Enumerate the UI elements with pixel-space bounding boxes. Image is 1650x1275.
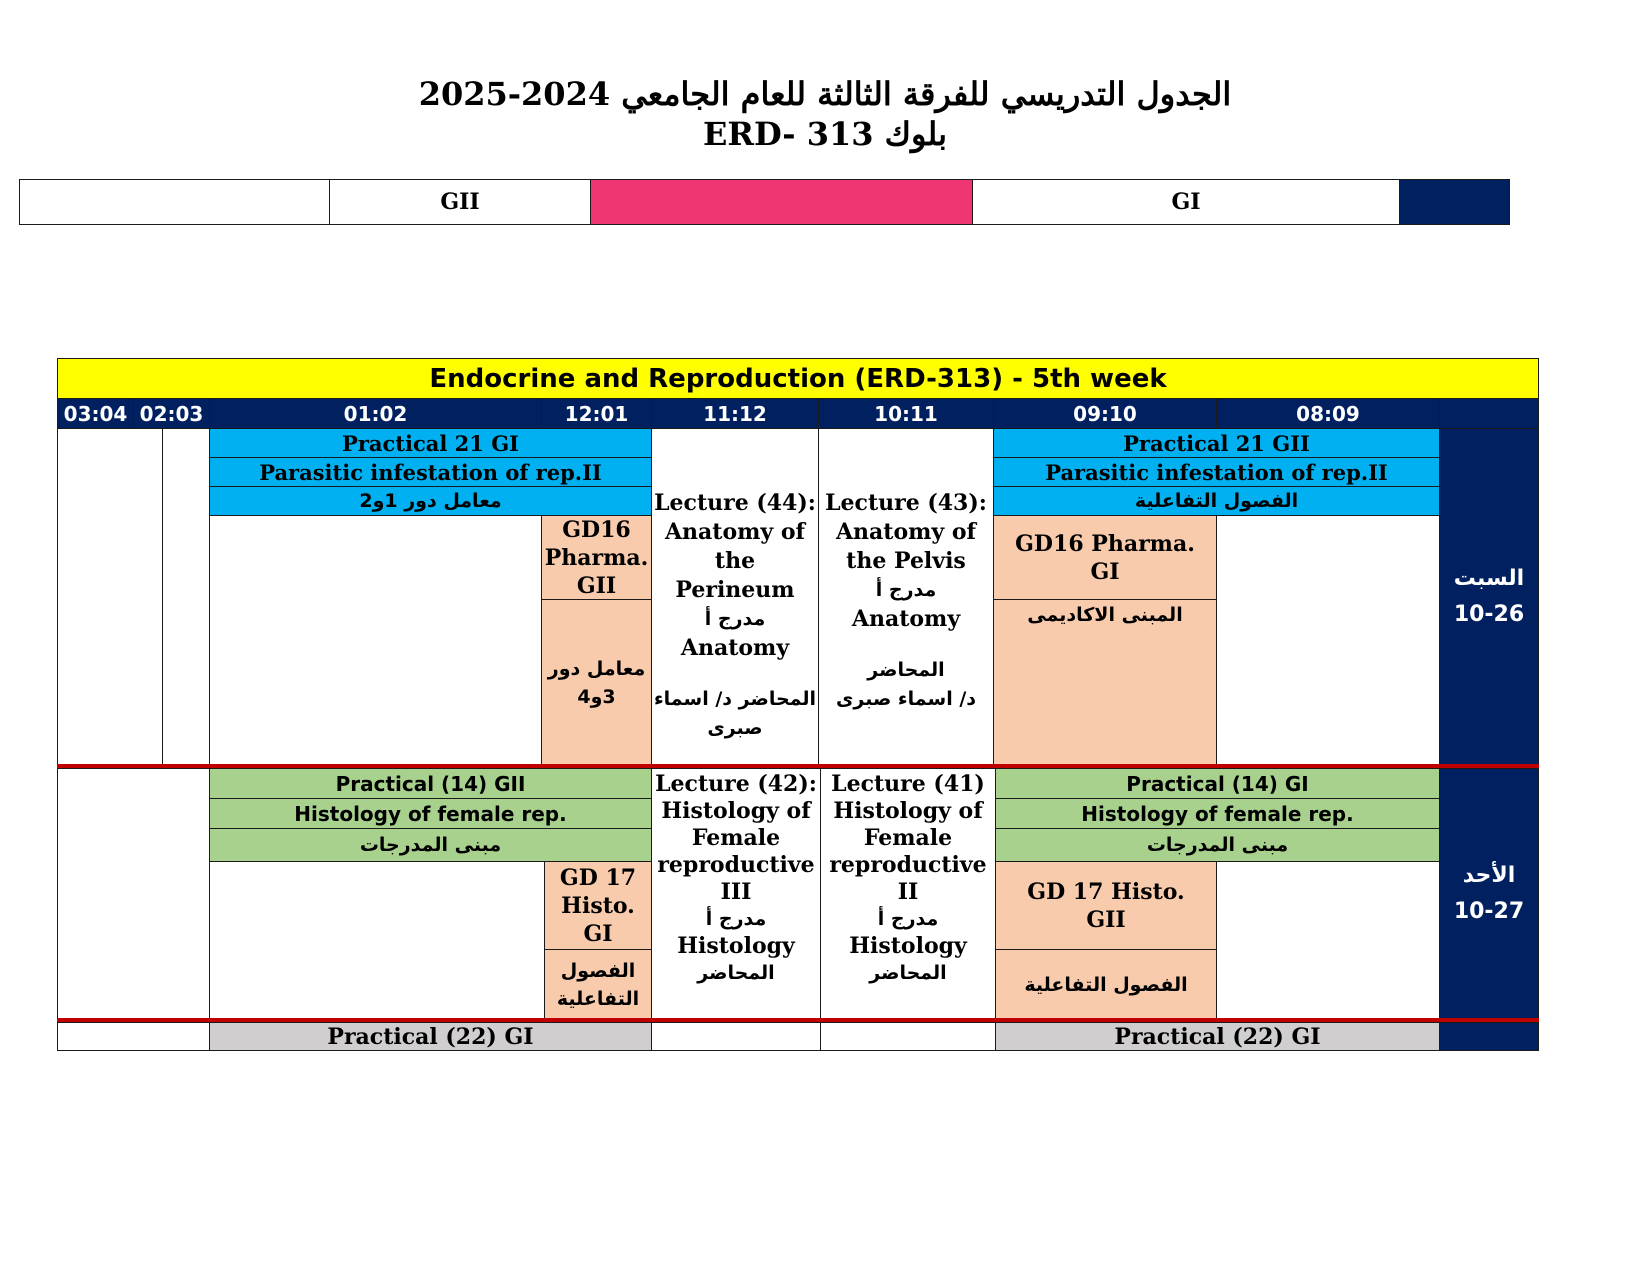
legend-pink-swatch (590, 179, 973, 225)
group-discussion-title (995, 861, 1217, 950)
practical-title: Practical (22) GI (995, 1022, 1440, 1051)
empty-cell (57, 428, 163, 766)
day-name: الأحد (1462, 863, 1516, 888)
page-subtitle: بلوك ERD- 313 (702, 115, 948, 153)
page-title: الجدول التدريسي للفرقة الثالثة للعام الجامعي 2024-2025 (418, 75, 1232, 113)
gd-title-line: GD 17 (559, 864, 637, 891)
practical-place: مبنى المدرجات (209, 828, 652, 862)
time-slot-header: 01:02 (209, 398, 542, 429)
empty-cell (1216, 861, 1440, 1020)
gd-title-line: GII (1086, 906, 1126, 933)
day-label (1439, 1022, 1539, 1051)
day-date: 10-26 (1453, 602, 1525, 627)
lecture-lecturer: المحاضر (869, 962, 947, 984)
gd-place-line: 3و4 (577, 685, 616, 708)
lecture-topic: the Perineum (675, 548, 795, 603)
lecture-department: Histology (677, 933, 795, 959)
group-discussion-place: المبنى الاكاديمى (993, 599, 1217, 766)
empty-cell (651, 1022, 821, 1051)
practical-place: معامل دور 1و2 (209, 486, 652, 516)
time-slot-header: 02:03 (133, 398, 210, 429)
schedule-title: Endocrine and Reproduction (ERD-313) - 5th week (57, 358, 1539, 399)
time-slot-header: 09:10 (993, 398, 1217, 429)
day-label (1439, 428, 1539, 766)
lecture-topic: III (720, 879, 752, 905)
lecture-title: Lecture (44): (654, 490, 816, 516)
practical-title: Practical (22) GI (209, 1022, 652, 1051)
lecture-topic: Female (863, 825, 953, 851)
practical-topic: Parasitic infestation of rep.II (993, 457, 1440, 487)
lecture-hall: مدرج أ (705, 908, 767, 930)
lecture-topic: II (897, 879, 919, 905)
lecture-cell (818, 428, 994, 766)
lecture-topic: Histology of (661, 798, 811, 824)
time-slot-header: 10:11 (818, 398, 994, 429)
practical-title: Practical 21 GII (993, 428, 1440, 458)
lecture-hall: مدرج أ (877, 908, 939, 930)
legend-gi-label: GI (972, 179, 1400, 225)
time-slot-header: 08:09 (1216, 398, 1440, 429)
lecture-hall: مدرج أ (704, 608, 766, 630)
empty-cell (209, 861, 545, 1020)
empty-cell (162, 428, 210, 766)
group-discussion-place: الفصول التفاعلية (995, 949, 1217, 1020)
practical-place: مبنى المدرجات (995, 828, 1440, 862)
practical-title: Practical 21 GI (209, 428, 652, 458)
gd-place-line: التفاعلية (556, 987, 640, 1010)
lecture-title: Lecture (43): (825, 490, 987, 516)
practical-topic: Parasitic infestation of rep.II (209, 457, 652, 487)
empty-cell (57, 1022, 210, 1051)
empty-cell (1216, 515, 1440, 766)
time-slot-header: 11:12 (651, 398, 819, 429)
gd-place-line: الفصول (560, 959, 636, 982)
empty-cell (57, 768, 210, 1020)
lecture-cell (651, 768, 821, 1020)
lecture-topic: the Pelvis (846, 548, 966, 574)
lecture-department: Anatomy (680, 635, 790, 661)
group-discussion-title (541, 515, 652, 600)
group-discussion-place (541, 599, 652, 766)
lecture-hall: مدرج أ (875, 579, 937, 601)
lecture-lecturer: د/ اسماء صبرى (835, 688, 977, 710)
day-column-header (1439, 398, 1539, 429)
legend-navy-swatch (1399, 179, 1510, 225)
practical-topic: Histology of female rep. (209, 798, 652, 829)
gd-place-line: معامل دور (547, 657, 646, 680)
gd-title-line: GI (1090, 558, 1120, 585)
lecture-topic: Female (691, 825, 781, 851)
time-slot-header: 12:01 (541, 398, 652, 429)
legend-blank-cell (19, 179, 330, 225)
lecture-lecturer: المحاضر (867, 659, 945, 681)
lecture-cell (651, 428, 819, 766)
practical-title: Practical (14) GI (995, 768, 1440, 799)
legend-gii-label: GII (329, 179, 591, 225)
empty-cell (820, 1022, 996, 1051)
gd-title-line: GD16 Pharma. (1015, 530, 1195, 557)
lecture-title: Lecture (42): (655, 771, 817, 797)
group-discussion-place (544, 949, 652, 1020)
lecture-department: Anatomy (851, 606, 961, 632)
lecture-department: Histology (849, 933, 967, 959)
day-name: السبت (1453, 566, 1525, 591)
lecture-topic: Histology of (833, 798, 983, 824)
gd-title-line: GD16 (562, 516, 631, 543)
practical-topic: Histology of female rep. (995, 798, 1440, 829)
practical-place: الفصول التفاعلية (993, 486, 1440, 516)
lecture-lecturer: المحاضر د/ اسماء (653, 688, 817, 710)
lecture-cell (820, 768, 996, 1020)
lecture-topic: reproductive (657, 852, 815, 878)
group-discussion-title (544, 861, 652, 950)
practical-title: Practical (14) GII (209, 768, 652, 799)
lecture-topic: Anatomy of (664, 519, 805, 545)
day-label (1439, 768, 1539, 1020)
lecture-title: Lecture (41) (831, 771, 985, 797)
empty-cell (209, 515, 542, 766)
day-date: 10-27 (1453, 899, 1525, 924)
gd-title-line: GI (583, 920, 613, 947)
lecture-lecturer: صبرى (707, 717, 763, 739)
lecture-lecturer: المحاضر (697, 962, 775, 984)
group-discussion-title (993, 515, 1217, 600)
gd-title-line: Histo. (561, 892, 635, 919)
gd-title-line: Pharma. (544, 544, 649, 571)
gd-title-line: GII (576, 572, 617, 599)
gd-title-line: GD 17 Histo. (1027, 878, 1185, 905)
lecture-topic: reproductive (829, 852, 987, 878)
lecture-topic: Anatomy of (835, 519, 976, 545)
time-slot-header: 03:04 (57, 398, 134, 429)
